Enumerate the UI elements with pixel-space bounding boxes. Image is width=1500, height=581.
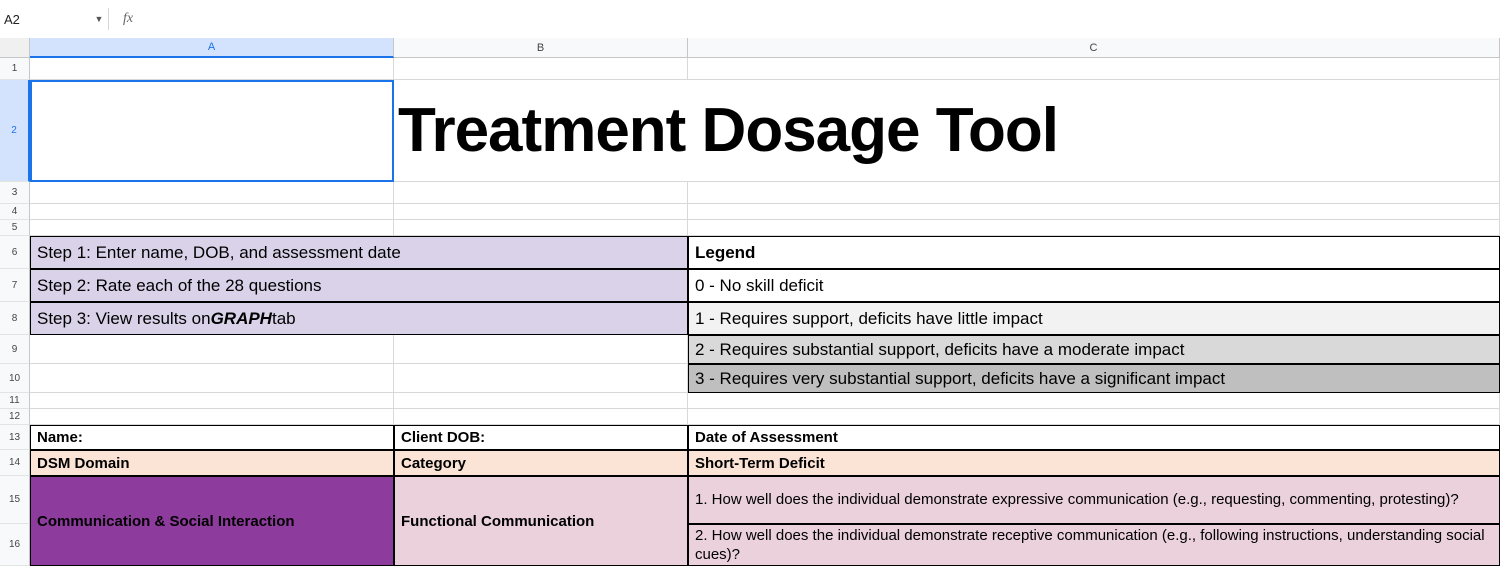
column-header-b[interactable]: B xyxy=(394,38,688,58)
legend-item-0[interactable]: 0 - No skill deficit xyxy=(688,269,1500,302)
legend-item-3[interactable]: 3 - Requires very substantial support, deficits have a significant impact xyxy=(688,364,1500,393)
column-headers xyxy=(0,38,1500,58)
domain-cell-communication[interactable]: Communication & Social Interaction xyxy=(30,476,394,566)
formula-bar xyxy=(0,0,1500,39)
grid-row-11 xyxy=(30,393,1500,409)
dob-label-cell[interactable]: Client DOB: xyxy=(394,425,688,450)
row-header-11[interactable]: 11 xyxy=(0,393,30,409)
row-header-9[interactable]: 9 xyxy=(0,335,30,364)
cell-b10[interactable] xyxy=(394,364,688,393)
cell-c12[interactable] xyxy=(688,409,1500,425)
cell-a4[interactable] xyxy=(30,204,394,220)
grid-row-6 xyxy=(30,236,1500,269)
row-header-16[interactable]: 16 xyxy=(0,524,30,566)
row-header-10[interactable]: 10 xyxy=(0,364,30,393)
row-header-6[interactable]: 6 xyxy=(0,236,30,269)
cell-b12[interactable] xyxy=(394,409,688,425)
cell-b9[interactable] xyxy=(394,335,688,364)
grid-row-8 xyxy=(30,302,1500,335)
cell-b2-title[interactable]: Treatment Dosage Tool xyxy=(394,80,1500,182)
grid-row-16 xyxy=(688,524,1500,566)
category-cell-functional-communication[interactable]: Functional Communication xyxy=(394,476,688,566)
cell-a12[interactable] xyxy=(30,409,394,425)
grid-row-2 xyxy=(30,80,1500,182)
cell-c11[interactable] xyxy=(688,393,1500,409)
cell-a1[interactable] xyxy=(30,58,394,80)
cell-a11[interactable] xyxy=(30,393,394,409)
grid xyxy=(30,58,1500,581)
row-header-1[interactable]: 1 xyxy=(0,58,30,80)
step-3-prefix: Step 3: View results on xyxy=(37,308,211,328)
question-cell-1[interactable]: 1. How well does the individual demonstrate expressive communication (e.g., requesting, commenting, protesting)? xyxy=(688,476,1500,524)
question-cell-2[interactable]: 2. How well does the individual demonstrate receptive communication (e.g., following instructions, understanding social cues)? xyxy=(688,524,1500,566)
step-3-suffix: tab xyxy=(271,308,296,328)
row-header-7[interactable]: 7 xyxy=(0,269,30,302)
column-header-a[interactable]: A xyxy=(30,38,394,58)
formula-input[interactable] xyxy=(141,0,1500,38)
grid-row-5 xyxy=(30,220,1500,236)
legend-heading-cell[interactable]: Legend xyxy=(688,236,1500,269)
cell-a10[interactable] xyxy=(30,364,394,393)
cell-a5[interactable] xyxy=(30,220,394,236)
grid-row-1 xyxy=(30,58,1500,80)
name-box-value: A2 xyxy=(4,11,20,27)
step-2-cell[interactable]: Step 2: Rate each of the 28 questions xyxy=(30,269,688,302)
cell-b11[interactable] xyxy=(394,393,688,409)
row-header-2[interactable]: 2 xyxy=(0,80,30,182)
column-header-c[interactable]: C xyxy=(688,38,1500,58)
row-header-15[interactable]: 15 xyxy=(0,476,30,524)
cell-c3[interactable] xyxy=(688,182,1500,204)
grid-row-13 xyxy=(30,425,1500,450)
header-short-term-deficit[interactable]: Short-Term Deficit xyxy=(688,450,1500,476)
cell-b4[interactable] xyxy=(394,204,688,220)
divider xyxy=(108,8,109,30)
legend-item-2[interactable]: 2 - Requires substantial support, deficits have a moderate impact xyxy=(688,335,1500,364)
cell-a2-selected[interactable] xyxy=(30,80,394,182)
cell-a9[interactable] xyxy=(30,335,394,364)
row-headers xyxy=(0,58,30,566)
cell-a3[interactable] xyxy=(30,182,394,204)
grid-row-4 xyxy=(30,204,1500,220)
cell-c5[interactable] xyxy=(688,220,1500,236)
grid-row-14 xyxy=(30,450,1500,476)
grid-row-15 xyxy=(30,476,1500,530)
header-dsm-domain[interactable]: DSM Domain xyxy=(30,450,394,476)
row-header-12[interactable]: 12 xyxy=(0,409,30,425)
cell-b3[interactable] xyxy=(394,182,688,204)
cell-b1[interactable] xyxy=(394,58,688,80)
legend-item-1[interactable]: 1 - Requires support, deficits have little impact xyxy=(688,302,1500,335)
step-3-cell[interactable] xyxy=(30,302,688,335)
cell-c4[interactable] xyxy=(688,204,1500,220)
name-box[interactable] xyxy=(0,0,108,38)
row-header-14[interactable]: 14 xyxy=(0,450,30,476)
name-label-cell[interactable]: Name: xyxy=(30,425,394,450)
row-header-13[interactable]: 13 xyxy=(0,425,30,450)
row-header-5[interactable]: 5 xyxy=(0,220,30,236)
grid-row-3 xyxy=(30,182,1500,204)
header-category[interactable]: Category xyxy=(394,450,688,476)
step-1-cell[interactable]: Step 1: Enter name, DOB, and assessment date xyxy=(30,236,688,269)
fx-icon: fx xyxy=(122,11,134,26)
row-header-8[interactable]: 8 xyxy=(0,302,30,335)
assessment-date-label-cell[interactable]: Date of Assessment xyxy=(688,425,1500,450)
select-all-corner[interactable] xyxy=(0,38,30,58)
grid-row-10 xyxy=(30,364,1500,393)
grid-row-12 xyxy=(30,409,1500,425)
grid-row-9 xyxy=(30,335,1500,364)
chevron-down-icon[interactable]: ▼ xyxy=(94,14,104,24)
cell-c1[interactable] xyxy=(688,58,1500,80)
row-header-4[interactable]: 4 xyxy=(0,204,30,220)
row-header-3[interactable]: 3 xyxy=(0,182,30,204)
step-3-emphasis: GRAPH xyxy=(210,308,272,328)
cell-b5[interactable] xyxy=(394,220,688,236)
grid-row-7 xyxy=(30,269,1500,302)
